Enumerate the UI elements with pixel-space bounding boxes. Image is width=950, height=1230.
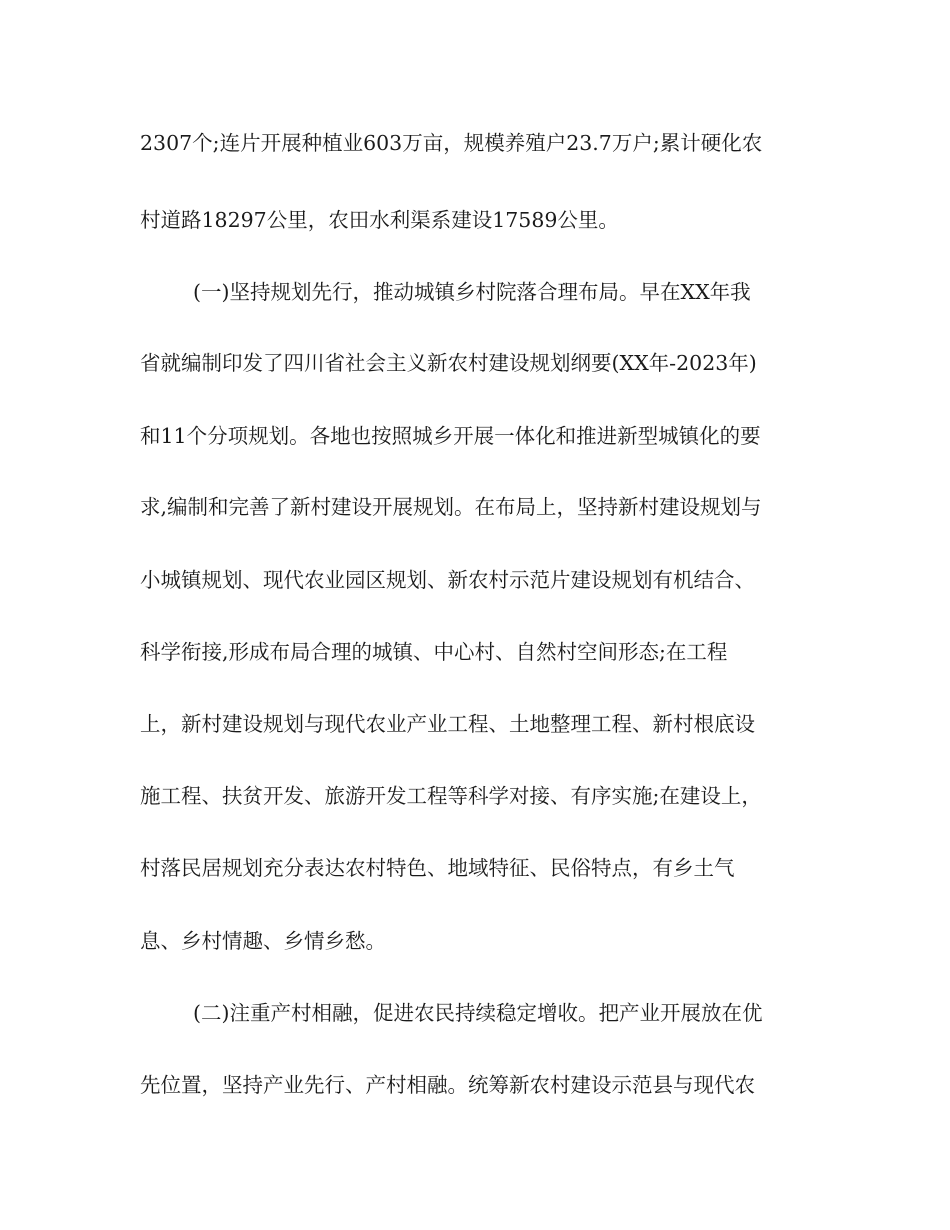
body-text-line: 求,编制和完善了新村建设开展规划。在布局上，坚持新村建设规划与 [140,495,762,519]
body-text-line: 省就编制印发了四川省社会主义新农村建设规划纲要(XX年-2023年) [140,351,757,375]
body-text-line: 息、乡村情趣、乡情乡愁。 [140,929,386,953]
body-text-line: 村落民居规划充分表达农村特色、地域特征、民俗特点，有乡土气 [140,856,735,880]
body-text-line: 和11个分项规划。各地也按照城乡开展一体化和推进新型城镇化的要 [140,424,761,448]
paragraph-first-line: (一)坚持规划先行，推动城镇乡村院落合理布局。早在XX年我 [193,280,751,304]
body-text-line: 村道路18297公里，农田水利渠系建设17589公里。 [140,208,619,232]
body-text-line: 施工程、扶贫开发、旅游开发工程等科学对接、有序实施;在建设上， [140,784,762,808]
body-text-line: 上，新村建设规划与现代农业产业工程、土地整理工程、新村根底设 [140,712,755,736]
paragraph-first-line: (二)注重产村相融，促进农民持续稳定增收。把产业开展放在优 [193,1001,763,1025]
body-text-line: 小城镇规划、现代农业园区规划、新农村示范片建设规划有机结合、 [140,568,755,592]
body-text-line: 科学衔接,形成布局合理的城镇、中心村、自然村空间形态;在工程 [140,640,728,664]
body-text-line: 2307个;连片开展种植业603万亩，规模养殖户23.7万户;累计硬化农 [140,131,763,155]
body-text-line: 先位置，坚持产业先行、产村相融。统筹新农村建设示范县与现代农 [140,1073,755,1097]
